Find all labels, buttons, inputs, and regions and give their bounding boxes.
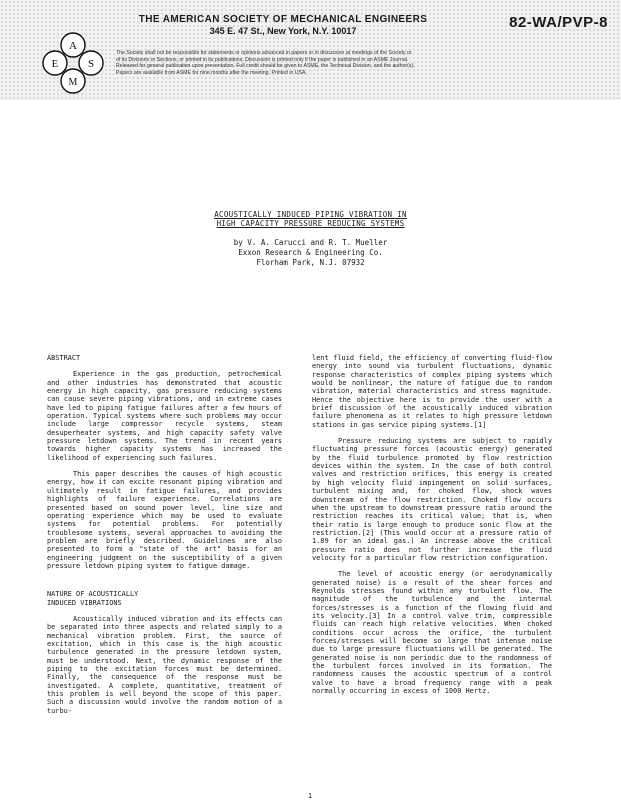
- section-paragraph-1: Acoustically induced vibration and its effects can be separated into three aspects and related simply to a mechanical vibration problem. First, the source of excitation, which in this case is the high acoustic turbulence generated in the pressure letdown system, must be understood. Next, the dynamic response of the piping to the excitation forces must be determined. Finally, the consequence of the response must be investigated. A complete, quantitative, treatment of this problem is well beyond the scope of this paper. Such a discussion would involve the random motion of a turbu-: [47, 614, 282, 715]
- paper-title: [150, 210, 471, 228]
- section-heading-line-1: NATURE OF ACOUSTICALLY: [47, 590, 139, 599]
- abstract-paragraph-1: Experience in the gas production, petrochemical and other industries has demonstrated that acoustic energy in high capacity, gas pressure reducing systems can cause severe piping vibrations, and in extreme cases have led to piping fatigue failures after a few hours of operation. Typical systems where such problems may occur include large compressor recycle systems, steam desuperheater systems, and high capacity safety valve pressure letdown systems. The trend in recent years towards higher capacity systems has increased the likelihood of experiencing such failures.: [47, 370, 282, 462]
- svg-text:S: S: [87, 58, 95, 70]
- section-heading-line-2: INDUCED VIBRATIONS: [47, 598, 122, 607]
- printed-in: Printed in USA.: [271, 69, 307, 76]
- author-block: [150, 238, 471, 268]
- right-column: [312, 354, 552, 703]
- paper-number: 82-WA/PVP-8: [509, 14, 608, 31]
- svg-text:E: E: [51, 58, 59, 70]
- right-paragraph-1: lent fluid field, the efficiency of converting fluid-flow energy into sound via turbulent fluctuations, dynamic response characteristics of complex piping systems which would be nonlinear, the nature of fatigue due to random vibration, material characteristics and stress magnitude. Hence the objective here is to provide the user with a brief discussion of the acoustically induced vibration failure phenomena as it relates to high pressure letdown stations in gas service piping systems.[1]: [312, 354, 552, 429]
- author-affiliation: Exxon Research & Engineering Co.: [238, 248, 383, 257]
- asme-logo-icon: [40, 30, 106, 96]
- svg-text:M: M: [68, 77, 78, 88]
- publication-notice: [116, 50, 416, 76]
- section-heading: [47, 590, 282, 607]
- society-name: THE AMERICAN SOCIETY OF MECHANICAL ENGINEERS: [138, 14, 428, 25]
- abstract-paragraph-2: This paper describes the causes of high acoustic energy, how it can excite resonant piping vibration and ultimately result in fatigue failures, and provides highlights of failure experience. Correlations are presented based on sound power level, line size and operating experience which may be used to evaluate systems for potential problems. For potentially troublesome systems, several approaches to avoiding the problem are briefly described. Guidelines are also presented to form a "state of the art" basis for an engineering judgment on the susceptibility of a given pressure letdown piping system to fatigue damage.: [47, 470, 282, 570]
- svg-text:A: A: [69, 40, 77, 52]
- left-column: [47, 354, 282, 723]
- title-line-2: HIGH CAPACITY PRESSURE REDUCING SYSTEMS: [216, 219, 405, 228]
- author-byline: by V. A. Carucci and R. T. Mueller: [233, 238, 388, 247]
- right-paragraph-2: Pressure reducing systems are subject to rapidly fluctuating pressure forces (acoustic energy) generated by the fluid turbulence promoted by flow restriction devices within the system. In the case of both control valves and restriction orifices, this energy is created by high velocity fluid impingement on solid surfaces, turbulent mixing and, for choked flow, shock waves downstream of the flow restriction. Choked flow occurs when the upstream to downstream pressure ratio around the restriction reaches its critical value; that is, when their ratio is large enough to produce sonic flow at the restriction.[2] (This would occur at a pressure ratio of 1.89 for an ideal gas.) An increase above the critical pressure ratio does not further increase the fluid velocity for a particular flow restriction configuration.: [312, 437, 552, 562]
- notice-text: The Society shall not be responsible for statements or opinions advanced in papers or in discussion at meetings of the Society or of its Divisions or Sections, or printed in its publications. Discussion is printed only if the paper is published in an ASME Journal. Released for general publication upon presentation. Full credit should be given to ASME, the Technical Division, and the author(s). Papers are available from ASME for nine months after the meeting.: [116, 50, 415, 76]
- abstract-heading: ABSTRACT: [47, 354, 81, 362]
- right-paragraph-3: The level of acoustic energy (or aerodynamically generated noise) is a result of the shear forces and Reynolds stresses found within any turbulent flow. The magnitude of the turbulence and the internal forces/stresses is a function of the flowing fluid and its velocity.[3] In a control valve trim, compressible fluids can reach high relative velocities. When choked conditions occur across the orifice, the turbulent forces/stresses will become so large that intense noise due to large pressure fluctuations will be generated. The generated noise is non periodic due to the randomness of the turbulent forces involved in its formation. The randomness causes the acoustic spectrum of a control valve to have a broad frequency range with a peak normally occurring in excess of 1000 Hertz.: [312, 570, 552, 696]
- page-number: 1: [307, 792, 313, 800]
- author-location: Florham Park, N.J. 07932: [256, 258, 365, 267]
- title-line-1: ACOUSTICALLY INDUCED PIPING VIBRATION IN: [214, 210, 407, 219]
- society-address: 345 E. 47 St., New York, N.Y. 10017: [209, 26, 357, 36]
